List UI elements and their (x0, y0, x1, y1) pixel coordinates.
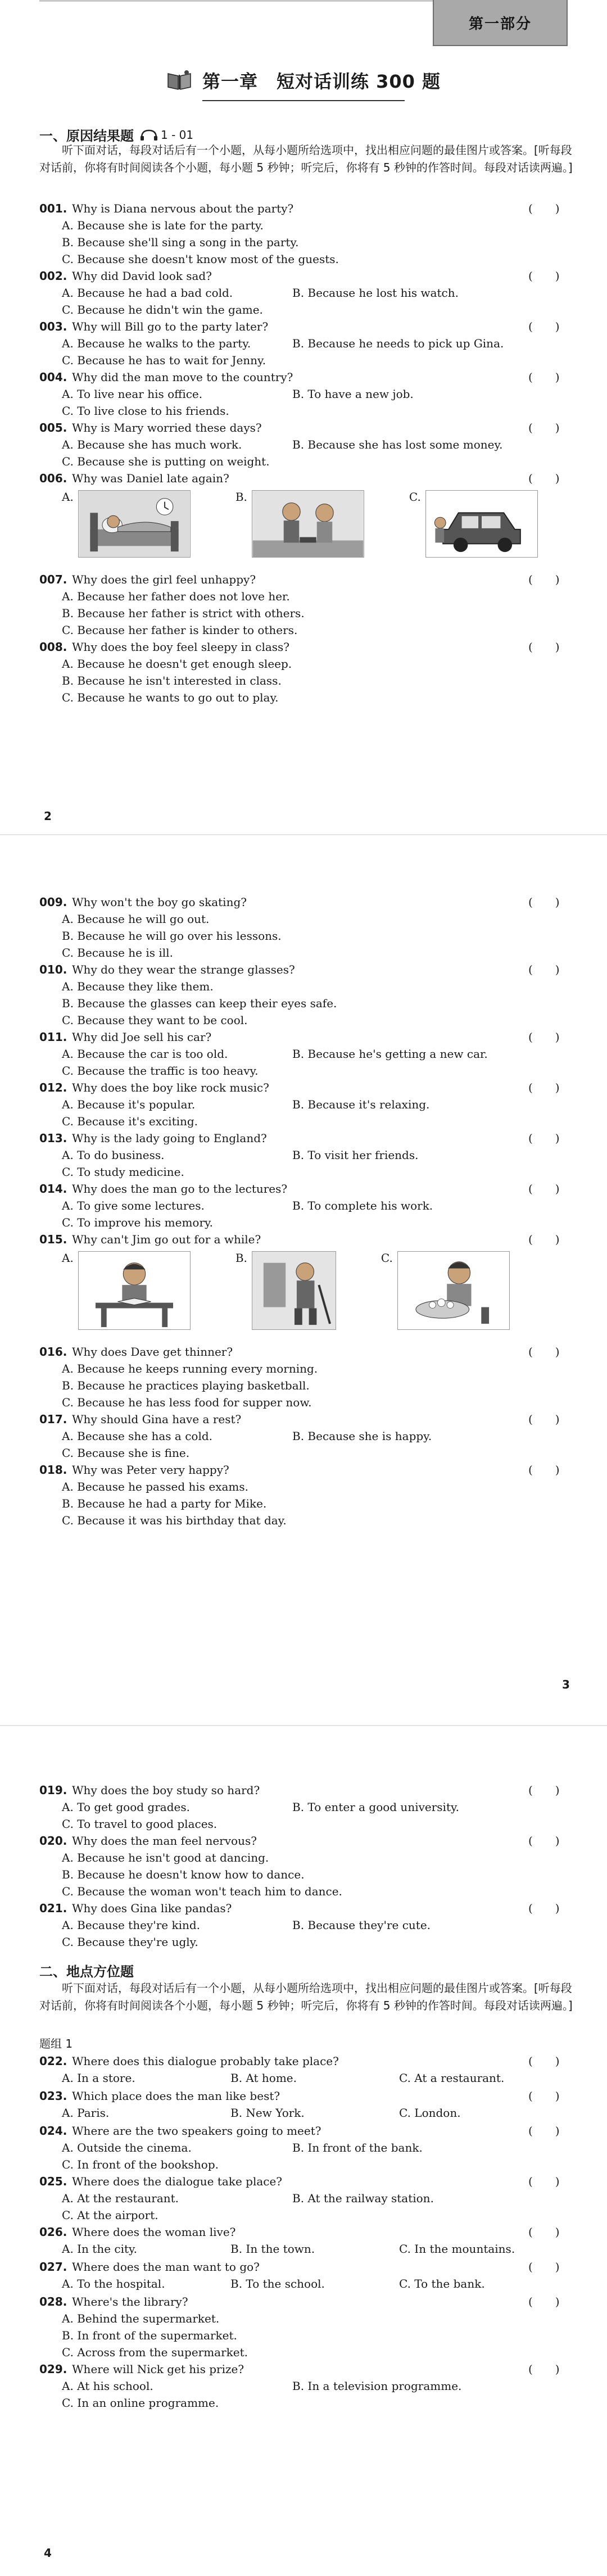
option-b[interactable]: B. At home. (230, 2071, 297, 2085)
question-number: 015. (39, 1233, 67, 1246)
option-c[interactable]: C. Because it was his birthday that day. (62, 1514, 287, 1527)
answer-blank[interactable]: () (528, 963, 582, 976)
section-heading-location (39, 1961, 134, 1980)
talking-friends-image (252, 490, 364, 558)
question-text: Why does the boy study so hard? (72, 1783, 260, 1797)
question-number: 011. (39, 1030, 67, 1044)
question-number: 026. (39, 2225, 67, 2239)
answer-blank[interactable]: () (528, 1233, 582, 1246)
question-text: Why can't Jim go out for a while? (72, 1233, 261, 1246)
answer-blank[interactable]: () (528, 1081, 582, 1094)
headphone-icon (139, 129, 158, 141)
question-number: 021. (39, 1902, 67, 1915)
question-number: 002. (39, 269, 67, 283)
option-b[interactable]: B. New York. (230, 2106, 305, 2120)
answer-blank[interactable]: () (528, 1902, 582, 1915)
question-009 (39, 894, 582, 961)
question-text: Which place does the man like best? (72, 2089, 280, 2103)
question-text: Where does the woman live? (72, 2225, 236, 2239)
option-a[interactable]: A. In the city. (62, 2242, 138, 2256)
question-016 (39, 1343, 582, 1411)
option-c[interactable]: C. Because he is ill. (62, 946, 173, 959)
option-a[interactable]: A. Because he had a bad cold. (62, 286, 233, 300)
question-011 (39, 1029, 582, 1079)
chapter-heading (0, 67, 607, 93)
option-b[interactable]: B. Because he will go over his lessons. (62, 929, 282, 943)
option-c[interactable]: C. In front of the bookshop. (62, 2158, 219, 2171)
option-b[interactable]: B. In front of the supermarket. (62, 2329, 237, 2342)
question-text: Why did the man move to the country? (72, 370, 293, 384)
question-number: 006. (39, 472, 67, 485)
option-b[interactable]: B. Because she is happy. (292, 1429, 432, 1443)
question-text: Where's the library? (72, 2295, 188, 2308)
question-018 (39, 1461, 582, 1529)
option-c[interactable]: C. Because they're ugly. (62, 1935, 198, 1949)
page-3 (0, 835, 607, 1726)
question-text: Why is Mary worried these days? (72, 421, 262, 434)
question-number: 023. (39, 2089, 67, 2103)
question-text: Why was Peter very happy? (72, 1463, 229, 1477)
question-number: 020. (39, 1834, 67, 1848)
picture-option-b[interactable] (235, 1251, 336, 1330)
answer-blank[interactable]: () (528, 269, 582, 283)
option-b[interactable]: B. Because he needs to pick up Gina. (292, 337, 504, 350)
question-026 (39, 2224, 582, 2257)
option-c[interactable]: C. Because she is putting on weight. (62, 455, 270, 468)
option-letter: A. (62, 490, 74, 504)
doing-homework-image (78, 1251, 191, 1330)
section-title: 二、地点方位题 (39, 1964, 134, 1980)
option-c[interactable]: C. To live close to his friends. (62, 404, 229, 418)
answer-blank[interactable]: () (528, 1182, 582, 1196)
question-number: 019. (39, 1783, 67, 1797)
answer-blank[interactable]: () (528, 320, 582, 333)
answer-blank[interactable]: () (528, 640, 582, 654)
option-c[interactable]: C. Because he wants to go out to play. (62, 691, 279, 704)
question-028 (39, 2293, 582, 2361)
option-a[interactable]: A. Because they're kind. (62, 1918, 201, 1932)
option-c[interactable]: C. Because he has less food for supper now. (62, 1396, 312, 1409)
question-text: Why is Diana nervous about the party? (72, 202, 294, 215)
question-024 (39, 2122, 582, 2173)
page-2 (0, 0, 607, 835)
question-015 (39, 1231, 582, 1330)
answer-blank[interactable]: () (528, 2295, 582, 2308)
option-b[interactable]: B. Because he isn't interested in class. (62, 674, 282, 687)
option-b[interactable]: B. Because he practices playing basketball. (62, 1379, 310, 1392)
page-4 (0, 1726, 607, 2576)
answer-blank[interactable]: () (528, 1131, 582, 1145)
option-a[interactable]: A. Because the car is too old. (62, 1047, 228, 1061)
option-a[interactable]: A. Because he will go out. (62, 912, 210, 926)
question-text: Why do they wear the strange glasses? (72, 963, 295, 976)
chapter-rule (202, 100, 405, 101)
option-c[interactable]: C. London. (399, 2106, 461, 2120)
question-number: 016. (39, 1345, 67, 1359)
question-007 (39, 571, 582, 639)
question-001 (39, 200, 582, 268)
option-a[interactable]: A. At the restaurant. (62, 2192, 179, 2205)
question-text: Where does this dialogue probably take place? (72, 2054, 339, 2068)
option-a[interactable]: A. To the hospital. (62, 2277, 165, 2290)
option-letter: C. (409, 490, 421, 504)
option-a[interactable]: A. To get good grades. (62, 1800, 190, 1814)
answer-blank[interactable]: () (528, 421, 582, 434)
option-a[interactable]: A. Outside the cinema. (62, 2141, 192, 2154)
option-a[interactable]: A. To live near his office. (62, 387, 203, 401)
question-number: 003. (39, 320, 67, 333)
option-c[interactable]: C. To the bank. (399, 2277, 485, 2290)
option-c[interactable]: C. Because the traffic is too heavy. (62, 1064, 259, 1078)
question-004 (39, 369, 582, 419)
option-c[interactable]: C. At the airport. (62, 2208, 158, 2222)
sleeping-in-bed-image (78, 490, 191, 558)
question-text: Why did Joe sell his car? (72, 1030, 212, 1044)
question-008 (39, 639, 582, 706)
broken-car-image (425, 490, 538, 558)
option-c[interactable]: C. Because she is fine. (62, 1446, 190, 1460)
option-b[interactable]: B. Because he lost his watch. (292, 286, 459, 300)
option-c[interactable]: C. To travel to good places. (62, 1817, 218, 1831)
option-a[interactable]: A. At his school. (62, 2379, 153, 2393)
question-text: Where are the two speakers going to meet? (72, 2124, 321, 2138)
question-number: 022. (39, 2054, 67, 2068)
question-text: Why does the boy feel sleepy in class? (72, 640, 290, 654)
question-027 (39, 2258, 582, 2292)
question-text: Why did David look sad? (72, 269, 212, 283)
question-number: 004. (39, 370, 67, 384)
question-text: Why should Gina have a rest? (72, 1413, 242, 1426)
picture-option-c[interactable] (381, 1251, 510, 1330)
question-number: 018. (39, 1463, 67, 1477)
section-instructions: 听下面对话，每段对话后有一个小题，从每小题所给选项中，找出相应问题的最佳图片或答案。[听每段对话前，你将有时间阅读各个小题，每小题 5 秒钟；听完后，你将有 5 秒钟的作答时间。每段对话读两遍。] (39, 143, 573, 174)
option-c[interactable]: C. Because he has to wait for Jenny. (62, 354, 266, 367)
option-b[interactable]: B. Because she has lost some money. (292, 438, 503, 451)
option-a[interactable]: A. In a store. (62, 2071, 135, 2085)
answer-blank[interactable]: () (528, 1345, 582, 1359)
option-a[interactable]: A. Because he keeps running every morning. (62, 1362, 318, 1375)
picture-option-a[interactable] (62, 1251, 191, 1330)
option-b[interactable]: B. Because the glasses can keep their eyes safe. (62, 997, 337, 1010)
question-023 (39, 2088, 582, 2121)
question-020 (39, 1832, 582, 1900)
question-text: Where does the dialogue take place? (72, 2175, 283, 2188)
question-number: 007. (39, 573, 67, 586)
option-a[interactable]: A. Because they like them. (62, 980, 214, 993)
option-c[interactable]: C. Because she doesn't know most of the guests. (62, 252, 339, 266)
question-025 (39, 2173, 582, 2224)
question-029 (39, 2361, 582, 2411)
question-number: 013. (39, 1131, 67, 1145)
question-text: Why does Gina like pandas? (72, 1902, 232, 1915)
question-number: 001. (39, 202, 67, 215)
question-002 (39, 268, 582, 318)
option-c[interactable]: C. Because her father is kinder to others. (62, 623, 298, 637)
option-a[interactable]: A. Because he doesn't get enough sleep. (62, 657, 292, 671)
question-text: Why does the boy like rock music? (72, 1081, 269, 1094)
option-letter: B. (235, 1251, 247, 1265)
option-b[interactable]: B. At the railway station. (292, 2192, 434, 2205)
chapter-title: 第一章 短对话训练 300 题 (202, 71, 441, 92)
answer-blank[interactable]: () (528, 1834, 582, 1848)
option-b[interactable]: B. Because her father is strict with others. (62, 606, 305, 620)
picture-option-c[interactable] (409, 490, 538, 558)
option-c[interactable]: C. In the mountains. (399, 2242, 515, 2256)
option-b[interactable]: B. To the school. (230, 2277, 325, 2290)
option-a[interactable]: A. To give some lectures. (62, 1199, 205, 1212)
answer-blank[interactable]: () (528, 1783, 582, 1797)
page-number: 2 (44, 809, 52, 823)
option-a[interactable]: A. To do business. (62, 1148, 165, 1162)
option-a[interactable]: A. Because he isn't good at dancing. (62, 1851, 269, 1864)
picture-option-b[interactable] (235, 490, 364, 558)
answer-blank[interactable]: () (528, 370, 582, 384)
question-021 (39, 1900, 582, 1950)
answer-blank[interactable]: () (528, 895, 582, 909)
question-013 (39, 1130, 582, 1180)
option-b[interactable]: B. Because he's getting a new car. (292, 1047, 488, 1061)
question-number: 027. (39, 2260, 67, 2274)
answer-blank[interactable]: () (528, 1030, 582, 1044)
question-number: 017. (39, 1413, 67, 1426)
answer-blank[interactable]: () (528, 1413, 582, 1426)
option-b[interactable]: B. To enter a good university. (292, 1800, 459, 1814)
question-012 (39, 1079, 582, 1130)
option-c[interactable]: C. Because they want to be cool. (62, 1013, 248, 1027)
section-title: 一、原因结果题 (39, 128, 134, 144)
washing-dishes-image (397, 1251, 510, 1330)
option-c[interactable]: C. Because he didn't win the game. (62, 303, 263, 316)
track-number: 1 - 01 (161, 128, 194, 142)
option-letter: C. (380, 1251, 393, 1265)
answer-blank[interactable]: () (528, 2175, 582, 2188)
option-letter: A. (62, 1251, 74, 1265)
option-b[interactable]: B. To have a new job. (292, 387, 414, 401)
header-rule (39, 0, 433, 2)
answer-blank[interactable]: () (528, 2124, 582, 2138)
question-number: 029. (39, 2362, 67, 2376)
option-b[interactable]: B. Because she'll sing a song in the party. (62, 236, 299, 249)
question-text: Why will Bill go to the party later? (72, 320, 269, 333)
page-number: 4 (44, 2546, 52, 2560)
question-text: Where does the man want to go? (72, 2260, 260, 2274)
option-b[interactable]: B. Because he doesn't know how to dance. (62, 1868, 305, 1881)
question-text: Why does the man feel nervous? (72, 1834, 257, 1848)
question-005 (39, 419, 582, 470)
answer-blank[interactable]: () (528, 2054, 582, 2068)
question-017 (39, 1411, 582, 1461)
option-c[interactable]: C. At a restaurant. (399, 2071, 505, 2085)
option-b[interactable]: B. Because they're cute. (292, 1918, 431, 1932)
question-text: Why is the lady going to England? (72, 1131, 267, 1145)
option-c[interactable]: C. In an online programme. (62, 2396, 219, 2410)
answer-blank[interactable]: () (528, 573, 582, 586)
question-022 (39, 2053, 582, 2086)
option-a[interactable]: A. Because it's popular. (62, 1098, 196, 1111)
answer-blank[interactable]: () (528, 1463, 582, 1477)
option-a[interactable]: A. Paris. (62, 2106, 110, 2120)
option-b[interactable]: B. In front of the bank. (292, 2141, 423, 2154)
option-c[interactable]: C. Because the woman won't teach him to dance. (62, 1885, 342, 1898)
page-number: 3 (562, 1678, 570, 1691)
question-006 (39, 470, 582, 558)
question-number: 009. (39, 895, 67, 909)
question-group-label: 题组 1 (39, 2037, 73, 2050)
question-text: Why does Dave get thinner? (72, 1345, 233, 1359)
answer-blank[interactable]: () (528, 2362, 582, 2376)
audio-track[interactable] (139, 128, 193, 142)
option-b[interactable]: B. In a television programme. (292, 2379, 462, 2393)
option-a[interactable]: A. Behind the supermarket. (62, 2312, 220, 2325)
option-c[interactable]: C. To study medicine. (62, 1165, 184, 1179)
question-019 (39, 1782, 582, 1832)
option-b[interactable]: B. Because it's relaxing. (292, 1098, 430, 1111)
question-number: 008. (39, 640, 67, 654)
option-b[interactable]: B. Because he had a party for Mike. (62, 1497, 267, 1510)
option-b[interactable]: B. To visit her friends. (292, 1148, 419, 1162)
picture-option-a[interactable] (62, 490, 191, 558)
part-tab: 第一部分 (433, 0, 568, 46)
answer-blank[interactable]: () (528, 2260, 582, 2274)
book-icon (166, 69, 192, 92)
option-a[interactable]: A. Because she has a cold. (62, 1429, 212, 1443)
question-text: Why won't the boy go skating? (72, 895, 247, 909)
question-number: 012. (39, 1081, 67, 1094)
question-003 (39, 318, 582, 369)
option-letter: B. (235, 490, 247, 504)
option-b[interactable]: B. To complete his work. (292, 1199, 433, 1212)
answer-blank[interactable]: () (528, 2225, 582, 2239)
question-010 (39, 961, 582, 1029)
question-text: Why does the man go to the lectures? (72, 1182, 288, 1196)
cleaning-room-image (252, 1251, 336, 1330)
question-number: 014. (39, 1182, 67, 1196)
question-number: 025. (39, 2175, 67, 2188)
answer-blank[interactable]: () (528, 472, 582, 485)
question-text: Why was Daniel late again? (72, 472, 229, 485)
section-instructions: 听下面对话，每段对话后有一个小题，从每小题所给选项中，找出相应问题的最佳图片或答案。[听每段对话前，你将有时间阅读各个小题，每小题 5 秒钟；听完后，你将有 5 秒钟的作答时间。每段对话读两遍。] (39, 1981, 573, 2012)
question-number: 005. (39, 421, 67, 434)
answer-blank[interactable]: () (528, 202, 582, 215)
question-number: 010. (39, 963, 67, 976)
question-014 (39, 1180, 582, 1231)
option-c[interactable]: C. To improve his memory. (62, 1216, 214, 1229)
question-number: 024. (39, 2124, 67, 2138)
option-a[interactable]: A. Because her father does not love her. (62, 590, 290, 603)
option-a[interactable]: A. Because she is late for the party. (62, 219, 264, 232)
option-c[interactable]: C. Because it's exciting. (62, 1115, 198, 1128)
option-b[interactable]: B. In the town. (230, 2242, 315, 2256)
answer-blank[interactable]: () (528, 2089, 582, 2103)
question-number: 028. (39, 2295, 67, 2308)
question-text: Why does the girl feel unhappy? (72, 573, 256, 586)
question-text: Where will Nick get his prize? (72, 2362, 244, 2376)
option-c[interactable]: C. Across from the supermarket. (62, 2346, 248, 2359)
option-a[interactable]: A. Because he passed his exams. (62, 1480, 249, 1493)
option-a[interactable]: A. Because he walks to the party. (62, 337, 251, 350)
option-a[interactable]: A. Because she has much work. (62, 438, 242, 451)
